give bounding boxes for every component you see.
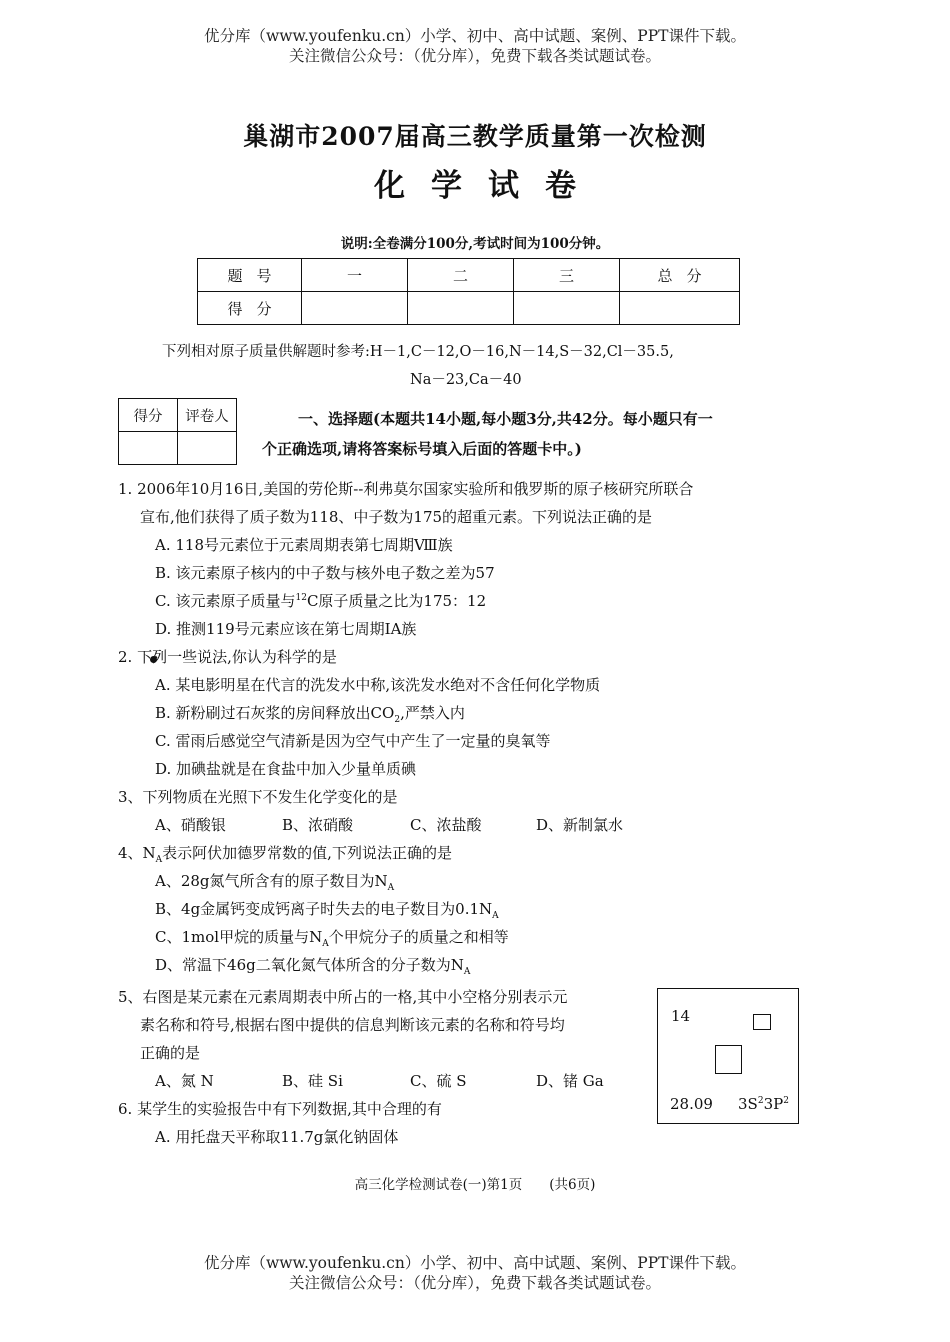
element-symbol-blank <box>753 1014 771 1030</box>
site-banner-bottom-line1: 优分库（www.youfenku.cn）小学、初中、高中试题、案例、PPT课件下载。 <box>203 1254 747 1272</box>
element-electron-config: $3S^23P^2$ <box>738 1095 789 1113</box>
score-table-header-row <box>198 259 740 292</box>
periodic-element-cell <box>657 988 799 1124</box>
q2-option-d: D. 加碘盐就是在食盐中加入少量单质碘 <box>155 760 417 778</box>
q5-stem-line2: 素名称和符号,根据右图中提供的信息判断该元素的名称和符号均 <box>140 1016 565 1034</box>
score-table <box>197 258 740 325</box>
element-atomic-number: 14 <box>671 1007 691 1025</box>
q3-option-d: D、新制氯水 <box>536 816 624 834</box>
q5-stem-line3: 正确的是 <box>140 1044 201 1062</box>
q6-stem: 6. 某学生的实验报告中有下列数据,其中合理的有 <box>118 1100 442 1118</box>
score-table-value-row <box>198 292 740 325</box>
q5-stem-line1: 5、右图是某元素在元素周期表中所占的一格,其中小空格分别表示元 <box>118 988 568 1006</box>
grader-table <box>118 398 237 465</box>
q3-stem: 3、下列物质在光照下不发生化学变化的是 <box>118 788 398 806</box>
q5-option-a: A、氮 N <box>155 1072 214 1090</box>
q2-stem: 2. 下列一些说法,你认为科学的是 <box>118 648 337 666</box>
atomic-masses-line1: 下列相对原子质量供解题时参考:H－1,C－12,O－16,N－14,S－32,Cl－35.5, <box>162 344 674 360</box>
score-cell: 一 <box>302 259 408 292</box>
score-cell: 总分 <box>620 259 740 292</box>
q5-option-c: C、硫 S <box>410 1072 467 1090</box>
grader-name-label: 评卷人 <box>178 399 237 432</box>
site-banner-line2: 关注微信公众号：（优分库），免费下载各类试题试卷。 <box>288 47 661 65</box>
q4-option-c: C、1mol甲烷的质量与$N_A$个甲烷分子的质量之和相等 <box>155 928 509 949</box>
q5-option-b: B、硅 Si <box>282 1072 343 1090</box>
exam-note: 说明:全卷满分100分,考试时间为100分钟。 <box>340 236 610 252</box>
element-atomic-mass: 28.09 <box>670 1095 713 1113</box>
q4-option-a: A、28g氮气所含有的原子数目为$N_A$ <box>155 872 395 893</box>
score-input-cell[interactable] <box>514 292 620 325</box>
q4-stem: 4、$N_A$表示阿伏加德罗常数的值,下列说法正确的是 <box>118 844 452 865</box>
q3-option-a: A、硝酸银 <box>155 816 226 834</box>
score-input-cell[interactable] <box>302 292 408 325</box>
section1-heading-line1: 一、选择题(本题共14小题,每小题3分,共42分。每小题只有一 <box>298 410 713 428</box>
q1-option-a: A. 118号元素位于元素周期表第七周期Ⅷ族 <box>155 536 453 554</box>
q1-stem-line2: 宣布,他们获得了质子数为118、中子数为175的超重元素。下列说法正确的是 <box>140 508 653 526</box>
grader-name-cell[interactable] <box>178 432 237 465</box>
site-banner-line1: 优分库（www.youfenku.cn）小学、初中、高中试题、案例、PPT课件下载。 <box>203 27 747 45</box>
element-name-blank <box>715 1045 742 1074</box>
q3-option-b: B、浓硝酸 <box>282 816 354 834</box>
q5-option-d: D、锗 Ga <box>536 1072 604 1090</box>
site-banner-bottom-line2: 关注微信公众号：（优分库），免费下载各类试题试卷。 <box>288 1274 661 1292</box>
q2-option-c: C. 雷雨后感觉空气清新是因为空气中产生了一定量的臭氧等 <box>155 732 551 750</box>
subject-title: 化学试卷 <box>374 168 602 204</box>
q2-option-b: B. 新粉刷过石灰浆的房间释放出$CO_2$,严禁入内 <box>155 704 465 725</box>
q4-option-d: D、常温下46g二氧化氮气体所含的分子数为$N_A$ <box>155 956 471 977</box>
q1-stem-line1: 1. 2006年10月16日,美国的劳伦斯--利弗莫尔国家实验所和俄罗斯的原子核研究所联合 <box>118 480 694 498</box>
score-cell: 题号 <box>198 259 302 292</box>
score-cell: 三 <box>514 259 620 292</box>
q2-option-a: A. 某电影明星在代言的洗发水中称,该洗发水绝对不含任何化学物质 <box>155 676 601 694</box>
q6-option-a: A. 用托盘天平称取11.7g氯化钠固体 <box>155 1128 399 1146</box>
score-input-cell[interactable] <box>620 292 740 325</box>
q4-option-b: B、4g金属钙变成钙离子时失去的电子数目为$0.1N_A$ <box>155 900 499 921</box>
grader-score-label: 得分 <box>119 399 178 432</box>
q1-option-b: B. 该元素原子核内的中子数与核外电子数之差为57 <box>155 564 495 582</box>
score-input-cell[interactable] <box>408 292 514 325</box>
atomic-masses-line2: Na－23,Ca－40 <box>410 372 522 388</box>
section1-heading-line2: 个正确选项,请将答案标号填入后面的答题卡中。) <box>262 440 582 458</box>
exam-title: 巢湖市2007届高三教学质量第一次检测 <box>243 122 707 151</box>
score-cell: 二 <box>408 259 514 292</box>
grader-score-cell[interactable] <box>119 432 178 465</box>
score-cell: 得分 <box>198 292 302 325</box>
page-footer: 高三化学检测试卷(一)第1页 (共6页) <box>354 1177 596 1193</box>
q3-option-c: C、浓盐酸 <box>410 816 482 834</box>
q1-option-d: D. 推测119号元素应该在第七周期IA族 <box>155 620 417 638</box>
q1-option-c: C. 该元素原子质量与$^{12}$C原子质量之比为175：12 <box>155 592 487 610</box>
